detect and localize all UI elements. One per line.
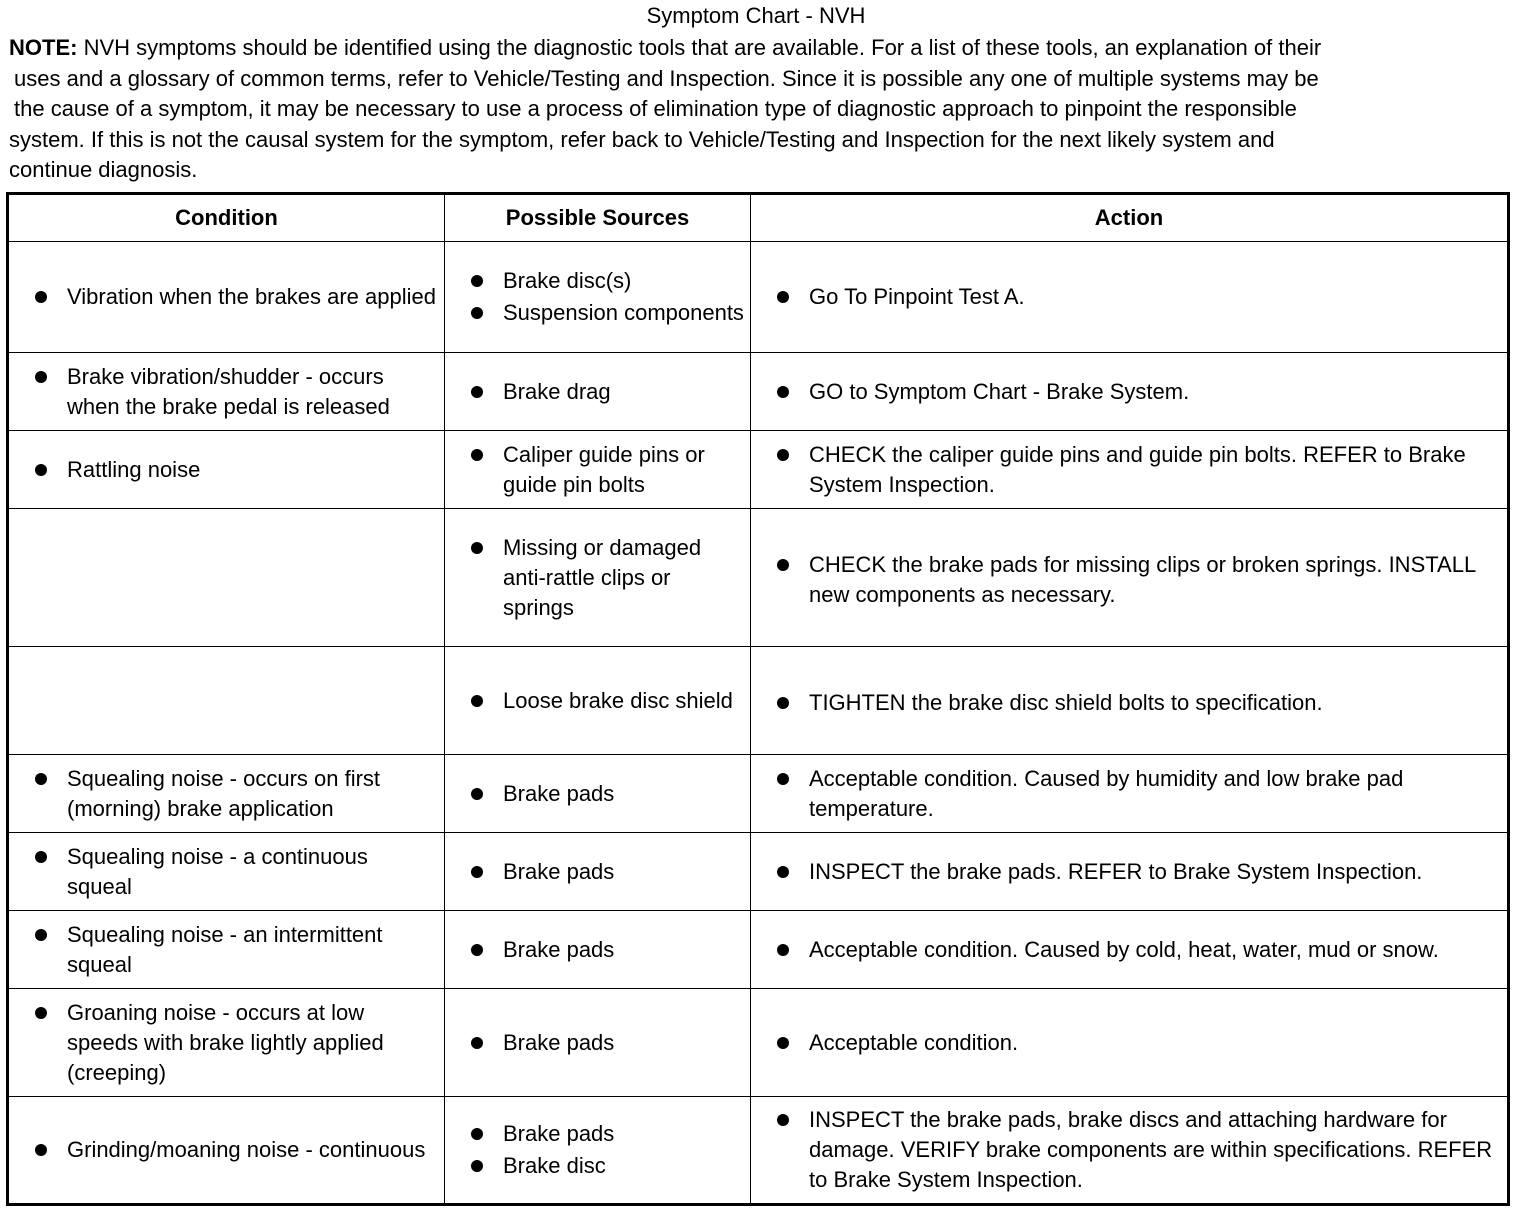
table-row (8, 911, 1509, 989)
source-item: Loose brake disc shield (445, 686, 744, 716)
sources-cell (445, 989, 751, 1097)
source-item: Brake drag (445, 377, 744, 407)
action-text: CHECK the brake pads for missing clips or broken springs. INSTALL new components as necessary. (751, 550, 1501, 610)
action-text: GO to Symptom Chart - Brake System. (751, 377, 1501, 407)
table-row (8, 755, 1509, 833)
condition-text: Squealing noise - occurs on first (morning) brake application (9, 764, 438, 824)
sources-cell (445, 242, 751, 353)
condition-cell (8, 353, 445, 431)
condition-cell (8, 833, 445, 911)
action-cell (751, 509, 1509, 647)
condition-cell (8, 989, 445, 1097)
condition-cell (8, 911, 445, 989)
action-text: INSPECT the brake pads. REFER to Brake System Inspection. (751, 857, 1501, 887)
action-cell (751, 833, 1509, 911)
condition-cell (8, 509, 445, 647)
source-item: Brake pads (445, 1119, 744, 1149)
sources-cell (445, 647, 751, 755)
condition-text: Grinding/moaning noise - continuous (9, 1135, 438, 1165)
header-action: Action (751, 194, 1509, 242)
condition-cell (8, 647, 445, 755)
condition-text: Rattling noise (9, 455, 438, 485)
table-row (8, 989, 1509, 1097)
source-item: Suspension components (445, 298, 744, 328)
table-row (8, 353, 1509, 431)
note-line-3: the cause of a symptom, it may be necessary to use a process of elimination type of diagnostic approach to pinpoint the responsible (14, 96, 1297, 121)
sources-cell (445, 833, 751, 911)
table-row (8, 833, 1509, 911)
note-line-4: system. If this is not the causal system for the symptom, refer back to Vehicle/Testing and Inspection for the next likely system and (9, 126, 1275, 152)
condition-text: Groaning noise - occurs at low speeds with brake lightly applied (creeping) (9, 998, 438, 1088)
action-text: Acceptable condition. (751, 1028, 1501, 1058)
condition-text: Vibration when the brakes are applied (9, 282, 438, 312)
note-line-1: NOTE: NVH symptoms should be identified using the diagnostic tools that are available. For a list of these tools, an explanation of their (9, 35, 1322, 60)
source-item: Caliper guide pins or guide pin bolts (445, 440, 744, 500)
sources-cell (445, 431, 751, 509)
action-cell (751, 242, 1509, 353)
source-item: Brake pads (445, 935, 744, 965)
note-line-5: continue diagnosis. (9, 157, 198, 182)
table-row (8, 647, 1509, 755)
condition-cell (8, 755, 445, 833)
action-text: INSPECT the brake pads, brake discs and attaching hardware for damage. VERIFY brake components are within specifications. REFER to Brake System Inspection. (751, 1105, 1501, 1195)
action-text: Acceptable condition. Caused by cold, heat, water, mud or snow. (751, 935, 1501, 965)
condition-cell (8, 431, 445, 509)
source-item: Brake disc(s) (445, 266, 744, 296)
action-text: Acceptable condition. Caused by humidity and low brake pad temperature. (751, 764, 1501, 824)
sources-cell (445, 911, 751, 989)
action-cell (751, 911, 1509, 989)
condition-text: Squealing noise - an intermittent squeal (9, 920, 438, 980)
header-condition: Condition (8, 194, 445, 242)
table-header-row (8, 194, 1509, 242)
condition-text: Brake vibration/shudder - occurs when the brake pedal is released (9, 362, 438, 422)
source-item: Brake pads (445, 857, 744, 887)
action-cell (751, 431, 1509, 509)
header-possible-sources: Possible Sources (445, 194, 751, 242)
sources-cell (445, 353, 751, 431)
action-cell (751, 647, 1509, 755)
note-label: NOTE: (9, 35, 78, 60)
action-cell (751, 1097, 1509, 1205)
table-row (8, 242, 1509, 353)
condition-cell (8, 1097, 445, 1205)
sources-cell (445, 1097, 751, 1205)
table-row (8, 431, 1509, 509)
note-paragraph (9, 33, 1509, 186)
sources-cell (445, 755, 751, 833)
action-cell (751, 989, 1509, 1097)
action-text: TIGHTEN the brake disc shield bolts to specification. (751, 688, 1501, 718)
note-line-2: uses and a glossary of common terms, refer to Vehicle/Testing and Inspection. Since it is possible any one of multiple systems may be (14, 65, 1319, 91)
condition-text: Squealing noise - a continuous squeal (9, 842, 438, 902)
action-text: Go To Pinpoint Test A. (751, 282, 1501, 312)
symptom-chart-table (6, 192, 1510, 1206)
condition-cell (8, 242, 445, 353)
table-row (8, 1097, 1509, 1205)
source-item: Brake pads (445, 779, 744, 809)
sources-cell (445, 509, 751, 647)
action-cell (751, 755, 1509, 833)
source-item: Brake disc (445, 1151, 744, 1181)
action-cell (751, 353, 1509, 431)
source-item: Brake pads (445, 1028, 744, 1058)
page-title: Symptom Chart - NVH (646, 3, 866, 28)
source-item: Missing or damaged anti-rattle clips or springs (445, 533, 744, 623)
table-row (8, 509, 1509, 647)
action-text: CHECK the caliper guide pins and guide pin bolts. REFER to Brake System Inspection. (751, 440, 1501, 500)
